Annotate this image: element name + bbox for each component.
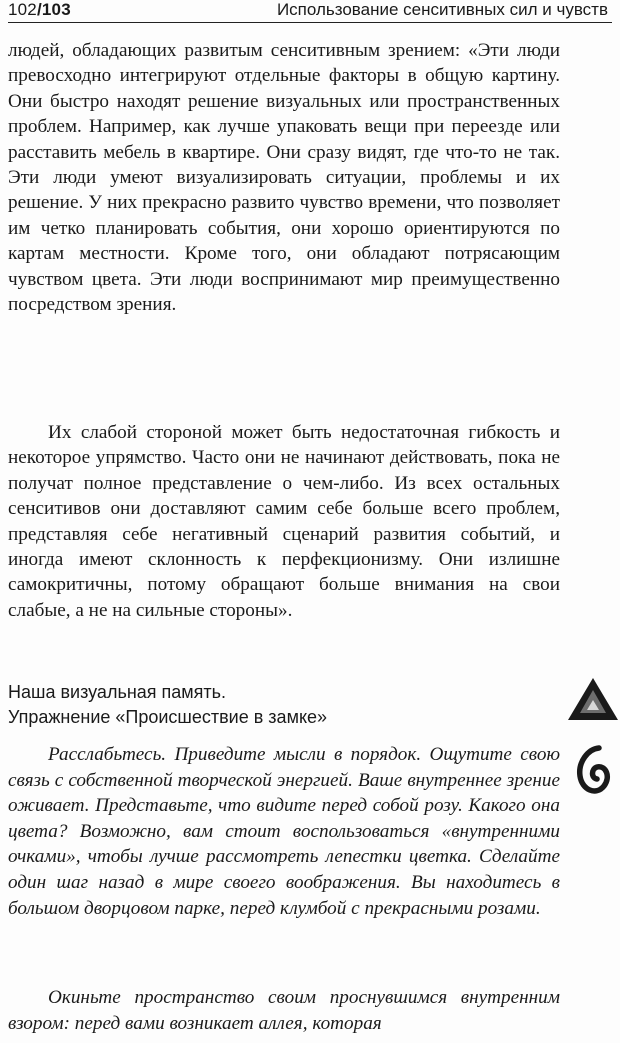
spiral-icon (580, 748, 608, 791)
page-number: 102/103 (8, 0, 71, 19)
page-current: 102 (8, 0, 37, 19)
paragraph-text: людей, обладающих развитым сенситивным зрением: «Эти люди превосходно интегрируют отдельные факторы в общую картину. Они быстро находят решение визуальных или пространственных проблем. Например, как лучше упаковать вещи при переезде или расставить мебель в квартире. Они сразу видят, где что-то не так. Эти люди умеют визуализировать ситуации, проблемы и их решение. У них прекрасно развито чувство времени, что позволяет им четко планировать события, они хорошо ориентируются по картам местности. Кроме того, они обладают потрясающим чувством цвета. Эти люди воспринимают мир преимущественно посредством зрения. (8, 40, 560, 316)
exercise-heading (8, 680, 560, 730)
margin-icons-svg (566, 676, 620, 806)
running-title: Использование сенситивных сил и чувств (276, 0, 608, 19)
exercise-heading-line-2: Упражнение «Происшествие в замке» (8, 707, 328, 727)
body-paragraph-1 (8, 38, 560, 317)
margin-icons (566, 676, 620, 806)
exercise-text: Расслабьтесь. Приведите мысли в порядок. Ощутите свою связь с собственной творческой энергией. Ваше внутреннее зрение оживает. Представьте, что видите перед собой розу. Какого она цвета? Возможно, вам стоит воспользоваться «внутренними очками», чтобы лучше рассмотреть лепестки цветка. Сделайте один шаг назад в мире своего воображения. Вы находитесь в большом дворцовом парке, перед клумбой с прекрасными розами. (8, 744, 560, 919)
exercise-heading-line-1: Наша визуальная память. (8, 682, 227, 702)
body-paragraph-2 (8, 420, 560, 623)
exercise-paragraph-2 (8, 985, 560, 1036)
paragraph-text: Их слабой стороной может быть недостаточная гибкость и некоторое упрямство. Часто они не начинают действовать, пока не получат полное представление о чем-либо. Из всех остальных сенситивов они доставляют самим себе больше всего проблем, представляя себе негативный сценарий развития событий, и иногда имеют склонность к перфекционизму. Они излишне самокритичны, потому обращают больше внимания на свои слабые, а не на сильные стороны». (8, 422, 560, 621)
triangle-icon (568, 678, 618, 720)
exercise-text: Окиньте пространство своим проснувшимся внутренним взором: перед вами возникает аллея, которая (8, 987, 560, 1034)
exercise-paragraph-1 (8, 742, 560, 921)
page-total: 103 (41, 0, 71, 19)
page-header (8, 0, 612, 23)
